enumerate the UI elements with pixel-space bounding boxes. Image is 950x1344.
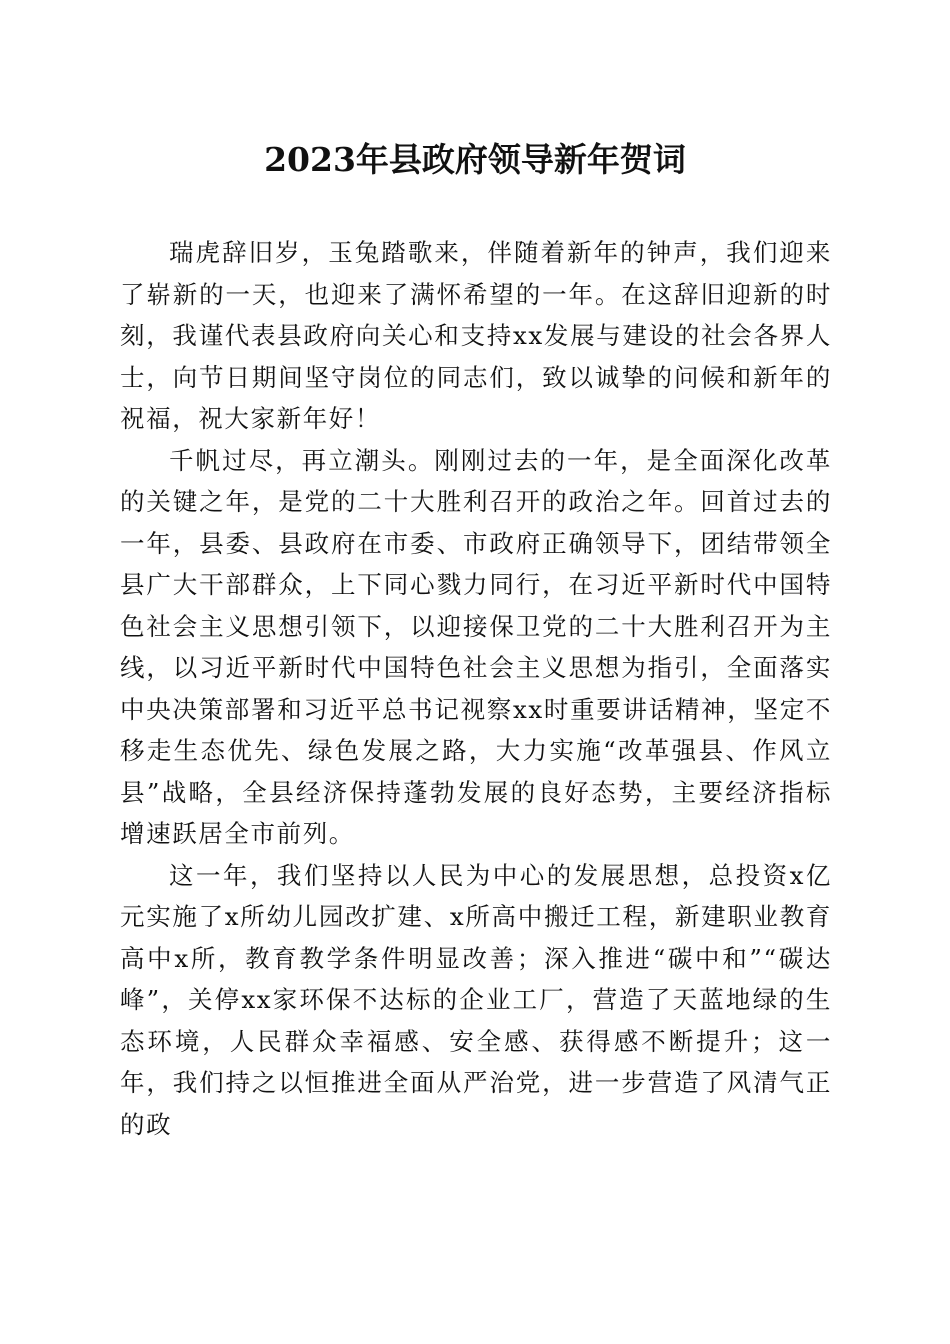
paragraph-2: 千帆过尽，再立潮头。刚刚过去的一年，是全面深化改革的关键之年，是党的二十大胜利召开的政治之年。回首过去的一年，县委、县政府在市委、市政府正确领导下，团结带领全县广大干部群众，上下同心戮力同行，在习近平新时代中国特色社会主义思想引领下，以迎接保卫党的二十大胜利召开为主线，以习近平新时代中国特色社会主义思想为指引，全面落实中央决策部署和习近平总书记视察xx时重要讲话精神，坚定不移走生态优先、绿色发展之路，大力实施“改革强县、作风立县”战略，全县经济保持蓬勃发展的良好态势，主要经济指标增速跃居全市前列。	[120, 445, 832, 848]
paragraph-1: 瑞虎辞旧岁，玉兔踏歌来，伴随着新年的钟声，我们迎来了崭新的一天，也迎来了满怀希望的一年。在这辞旧迎新的时刻，我谨代表县政府向关心和支持xx发展与建设的社会各界人士，向节日期间坚守岗位的同志们，致以诚挚的问候和新年的祝福，祝大家新年好！	[120, 238, 832, 433]
document-title: 2023年县政府领导新年贺词	[264, 140, 686, 179]
paragraph-3: 这一年，我们坚持以人民为中心的发展思想，总投资x亿元实施了x所幼儿园改扩建、x所高中搬迁工程，新建职业教育高中x所，教育教学条件明显改善；深入推进“碳中和”“碳达峰”，关停xx家环保不达标的企业工厂，营造了天蓝地绿的生态环境，人民群众幸福感、安全感、获得感不断提升；这一年，我们持之以恒推进全面从严治党，进一步营造了风清气正的政	[120, 860, 832, 1139]
document-body	[120, 232, 832, 1145]
